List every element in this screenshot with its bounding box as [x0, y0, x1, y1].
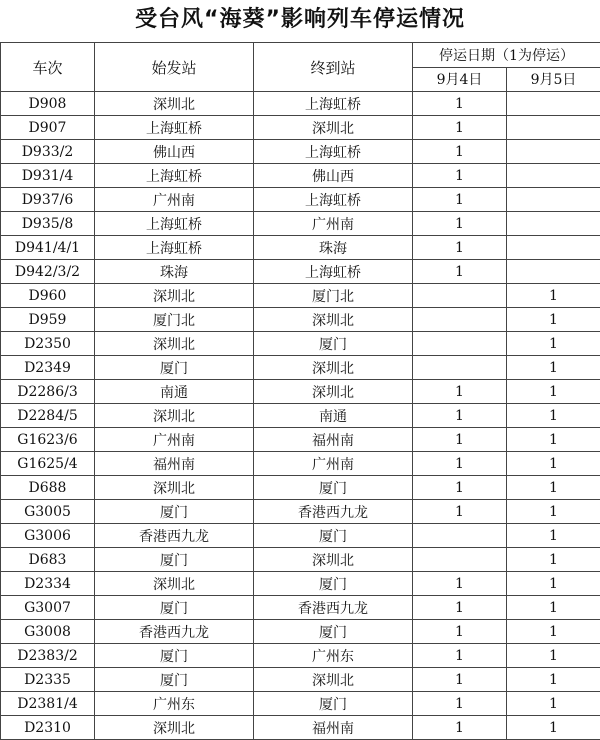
destination-cell: 深圳北 [254, 116, 413, 140]
origin-cell: 深圳北 [95, 332, 254, 356]
table-row [1, 212, 600, 236]
sep5-cell: 1 [507, 308, 600, 332]
sep4-cell [413, 332, 507, 356]
destination-cell: 厦门 [254, 572, 413, 596]
sep4-cell: 1 [413, 572, 507, 596]
sep5-cell: 1 [507, 716, 600, 740]
train-cell: D941/4/1 [1, 236, 95, 260]
sep4-cell: 1 [413, 428, 507, 452]
train-cell: D683 [1, 548, 95, 572]
origin-cell: 珠海 [95, 260, 254, 284]
origin-cell: 厦门 [95, 596, 254, 620]
origin-cell: 厦门北 [95, 308, 254, 332]
sep5-cell: 1 [507, 404, 600, 428]
origin-cell: 深圳北 [95, 476, 254, 500]
train-cell: G1625/4 [1, 452, 95, 476]
sep5-cell: 1 [507, 572, 600, 596]
sep4-cell: 1 [413, 500, 507, 524]
origin-cell: 上海虹桥 [95, 116, 254, 140]
origin-cell: 厦门 [95, 548, 254, 572]
origin-cell: 佛山西 [95, 140, 254, 164]
sep5-cell: 1 [507, 332, 600, 356]
origin-cell: 深圳北 [95, 716, 254, 740]
sep5-cell [507, 260, 600, 284]
table-row [1, 692, 600, 716]
sep4-cell: 1 [413, 452, 507, 476]
destination-cell: 广州东 [254, 644, 413, 668]
train-cell: D2349 [1, 356, 95, 380]
origin-cell: 厦门 [95, 356, 254, 380]
destination-cell: 厦门 [254, 620, 413, 644]
sep4-cell: 1 [413, 404, 507, 428]
header-origin: 始发站 [95, 43, 254, 92]
origin-cell: 深圳北 [95, 284, 254, 308]
sep4-cell: 1 [413, 716, 507, 740]
sep4-cell: 1 [413, 692, 507, 716]
train-cell: D688 [1, 476, 95, 500]
sep4-cell: 1 [413, 164, 507, 188]
header-date-sep5: 9月5日 [507, 67, 600, 92]
origin-cell: 深圳北 [95, 92, 254, 116]
destination-cell: 深圳北 [254, 356, 413, 380]
table-row [1, 116, 600, 140]
train-cell: D2335 [1, 668, 95, 692]
sep4-cell [413, 548, 507, 572]
sep5-cell: 1 [507, 548, 600, 572]
destination-cell: 厦门北 [254, 284, 413, 308]
sep4-cell: 1 [413, 236, 507, 260]
origin-cell: 南通 [95, 380, 254, 404]
train-cell: D942/3/2 [1, 260, 95, 284]
table-row [1, 596, 600, 620]
sep5-cell: 1 [507, 644, 600, 668]
table-row [1, 548, 600, 572]
sep5-cell [507, 188, 600, 212]
origin-cell: 香港西九龙 [95, 524, 254, 548]
sep5-cell: 1 [507, 596, 600, 620]
sep5-cell: 1 [507, 692, 600, 716]
sep5-cell [507, 116, 600, 140]
train-suspension-table [0, 42, 600, 740]
destination-cell: 南通 [254, 404, 413, 428]
sep5-cell: 1 [507, 428, 600, 452]
destination-cell: 厦门 [254, 524, 413, 548]
table-row [1, 620, 600, 644]
sep5-cell [507, 140, 600, 164]
destination-cell: 深圳北 [254, 308, 413, 332]
destination-cell: 香港西九龙 [254, 500, 413, 524]
sep5-cell [507, 212, 600, 236]
origin-cell: 厦门 [95, 500, 254, 524]
destination-cell: 厦门 [254, 476, 413, 500]
destination-cell: 深圳北 [254, 548, 413, 572]
table-row [1, 716, 600, 740]
origin-cell: 广州南 [95, 428, 254, 452]
origin-cell: 福州南 [95, 452, 254, 476]
destination-cell: 广州南 [254, 212, 413, 236]
sep4-cell [413, 308, 507, 332]
sep4-cell: 1 [413, 140, 507, 164]
sep4-cell: 1 [413, 620, 507, 644]
sep5-cell: 1 [507, 476, 600, 500]
page-title: 受台风“海葵”影响列车停运情况 [0, 0, 600, 42]
destination-cell: 福州南 [254, 428, 413, 452]
table-row [1, 404, 600, 428]
destination-cell: 上海虹桥 [254, 92, 413, 116]
sep5-cell: 1 [507, 284, 600, 308]
table-row [1, 308, 600, 332]
table-row [1, 572, 600, 596]
table-row [1, 260, 600, 284]
origin-cell: 深圳北 [95, 404, 254, 428]
sep4-cell: 1 [413, 644, 507, 668]
destination-cell: 深圳北 [254, 380, 413, 404]
header-destination: 终到站 [254, 43, 413, 92]
train-cell: D2284/5 [1, 404, 95, 428]
train-cell: D2286/3 [1, 380, 95, 404]
sep4-cell: 1 [413, 476, 507, 500]
sep5-cell: 1 [507, 356, 600, 380]
table-row [1, 500, 600, 524]
sep5-cell [507, 236, 600, 260]
destination-cell: 珠海 [254, 236, 413, 260]
table-row [1, 236, 600, 260]
sep4-cell: 1 [413, 596, 507, 620]
origin-cell: 广州南 [95, 188, 254, 212]
sep4-cell: 1 [413, 188, 507, 212]
table-row [1, 380, 600, 404]
destination-cell: 香港西九龙 [254, 596, 413, 620]
origin-cell: 广州东 [95, 692, 254, 716]
train-cell: D2350 [1, 332, 95, 356]
train-cell: D937/6 [1, 188, 95, 212]
table-body [1, 92, 600, 740]
sep4-cell [413, 356, 507, 380]
table-row [1, 140, 600, 164]
train-cell: D2381/4 [1, 692, 95, 716]
sep5-cell: 1 [507, 500, 600, 524]
sep4-cell: 1 [413, 212, 507, 236]
table-row [1, 524, 600, 548]
sep4-cell: 1 [413, 668, 507, 692]
sep5-cell: 1 [507, 524, 600, 548]
sep4-cell: 1 [413, 260, 507, 284]
table-row [1, 92, 600, 116]
table-row [1, 668, 600, 692]
train-cell: D933/2 [1, 140, 95, 164]
sep5-cell: 1 [507, 380, 600, 404]
origin-cell: 上海虹桥 [95, 236, 254, 260]
train-cell: D959 [1, 308, 95, 332]
sep5-cell: 1 [507, 452, 600, 476]
train-cell: D935/8 [1, 212, 95, 236]
destination-cell: 厦门 [254, 692, 413, 716]
destination-cell: 上海虹桥 [254, 260, 413, 284]
origin-cell: 厦门 [95, 668, 254, 692]
sep4-cell: 1 [413, 92, 507, 116]
train-cell: D2310 [1, 716, 95, 740]
destination-cell: 上海虹桥 [254, 140, 413, 164]
header-suspension-dates: 停运日期（1为停运） [413, 43, 600, 68]
destination-cell: 厦门 [254, 332, 413, 356]
origin-cell: 深圳北 [95, 572, 254, 596]
origin-cell: 上海虹桥 [95, 212, 254, 236]
destination-cell: 福州南 [254, 716, 413, 740]
destination-cell: 深圳北 [254, 668, 413, 692]
table-row [1, 644, 600, 668]
train-cell: D960 [1, 284, 95, 308]
header-date-sep4: 9月4日 [413, 67, 507, 92]
origin-cell: 上海虹桥 [95, 164, 254, 188]
sep4-cell: 1 [413, 116, 507, 140]
sep4-cell: 1 [413, 380, 507, 404]
table-row [1, 284, 600, 308]
train-cell: G3005 [1, 500, 95, 524]
sep5-cell [507, 92, 600, 116]
table-row [1, 356, 600, 380]
sep5-cell: 1 [507, 620, 600, 644]
destination-cell: 佛山西 [254, 164, 413, 188]
train-cell: D2334 [1, 572, 95, 596]
sep4-cell [413, 524, 507, 548]
train-cell: D908 [1, 92, 95, 116]
table-row [1, 476, 600, 500]
train-cell: D931/4 [1, 164, 95, 188]
train-cell: D2383/2 [1, 644, 95, 668]
sep5-cell [507, 164, 600, 188]
origin-cell: 厦门 [95, 644, 254, 668]
sep4-cell [413, 284, 507, 308]
table-row [1, 188, 600, 212]
table-row [1, 428, 600, 452]
train-cell: G3008 [1, 620, 95, 644]
train-cell: G1623/6 [1, 428, 95, 452]
train-cell: D907 [1, 116, 95, 140]
destination-cell: 广州南 [254, 452, 413, 476]
table-row [1, 164, 600, 188]
train-cell: G3007 [1, 596, 95, 620]
table-row [1, 452, 600, 476]
header-train: 车次 [1, 43, 95, 92]
train-cell: G3006 [1, 524, 95, 548]
origin-cell: 香港西九龙 [95, 620, 254, 644]
table-row [1, 332, 600, 356]
destination-cell: 上海虹桥 [254, 188, 413, 212]
sep5-cell: 1 [507, 668, 600, 692]
